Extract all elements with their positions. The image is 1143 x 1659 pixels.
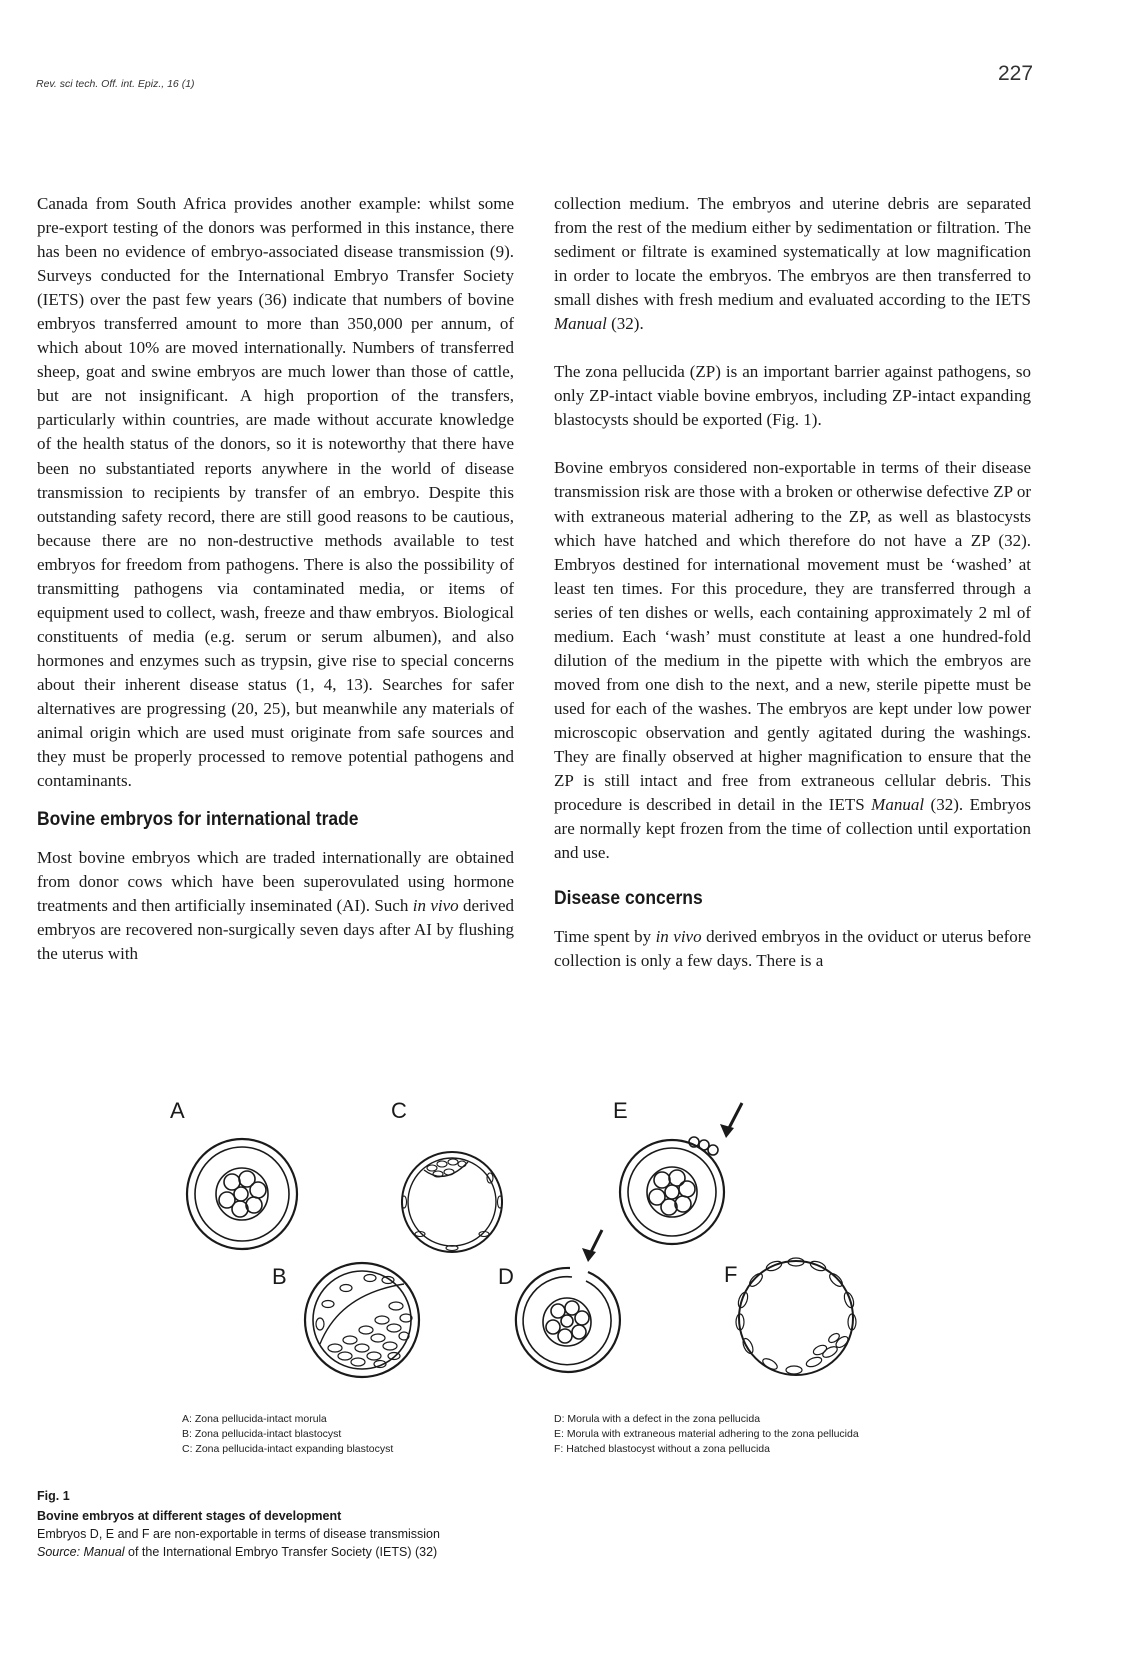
- right-paragraph-2: The zona pellucida (ZP) is an important barrier against pathogens, so only ZP-intact viable bovine embryos, including ZP-intact expanding blastocysts should be exported (Fig. 1).: [554, 362, 1031, 430]
- section-heading-bovine-embryos: Bovine embryos for international trade: [37, 809, 359, 831]
- legend-item-f: F: Hatched blastocyst without a zona pellucida: [554, 1443, 770, 1455]
- panel-label-c: C: [391, 1098, 407, 1123]
- embryo-d-defective-zp-morula: [516, 1268, 620, 1372]
- panel-label-f: F: [724, 1262, 738, 1287]
- legend-item-e: E: Morula with extraneous material adhering to the zona pellucida: [554, 1428, 859, 1440]
- right-paragraph-3: Bovine embryos considered non-exportable in terms of their disease transmission risk are those with a broken or otherwise defective ZP or with extraneous material adhering to the ZP, as well as blastocysts which have hatched and which therefore do not have a ZP (32). Embryos destined for international movement must be ‘washed’ at least ten times. For this procedure, they are transferred through a series of ten dishes or wells, each containing approximately 2 ml of medium. Each ‘wash’ must constitute at least a one hundred-fold dilution of the medium in the pipette with which the embryos are moved from one dish to the next, and a new, sterile pipette must be used for each of the washes. The embryos are kept under low power microscopic observation and gently agitated during the washings. They are finally observed at higher magnification to ensure that the ZP is still intact and free from extraneous cellular debris. This procedure is described in detail in the IETS Manual (32). Embryos are normally kept frozen from the time of collection until exportation and use.: [554, 458, 1031, 863]
- figure-source: Source: Manual of the International Embryo Transfer Society (IETS) (32): [37, 1545, 438, 1559]
- figure-description: Embryos D, E and F are non-exportable in terms of disease transmission: [37, 1527, 440, 1541]
- right-column: [554, 192, 1031, 973]
- page-number: 227: [998, 62, 1034, 85]
- left-paragraph-2: Most bovine embryos which are traded internationally are obtained from donor cows which have been superovulated using hormone treatments and then artificially inseminated (AI). Such in vivo derived embryos are recovered non-surgically seven days after AI by flushing the uterus with: [37, 848, 514, 964]
- section-heading-disease-concerns: Disease concerns: [554, 888, 703, 910]
- panel-label-a: A: [170, 1098, 185, 1123]
- figure-legend-right: [554, 1412, 859, 1457]
- figure-legend-left: [182, 1412, 393, 1457]
- legend-item-c: C: Zona pellucida-intact expanding blastocyst: [182, 1443, 394, 1455]
- panel-label-d: D: [498, 1264, 514, 1289]
- figure-title: Bovine embryos at different stages of development: [37, 1509, 342, 1523]
- figure-label: Fig. 1: [37, 1489, 70, 1503]
- arrow-icon-e: [720, 1103, 742, 1138]
- embryo-a-zp-intact-morula: [187, 1139, 297, 1249]
- embryo-b-zp-intact-blastocyst: [305, 1263, 419, 1377]
- legend-item-d: D: Morula with a defect in the zona pellucida: [554, 1413, 761, 1425]
- embryo-e-extraneous-material-morula: [620, 1137, 724, 1244]
- panel-label-b: B: [272, 1264, 287, 1289]
- right-paragraph-4: Time spent by in vivo derived embryos in the oviduct or uterus before collection is only a few days. There is a: [554, 927, 1031, 971]
- legend-item-a: A: Zona pellucida-intact morula: [182, 1413, 327, 1425]
- figure-caption: [37, 1487, 737, 1561]
- right-paragraph-1: collection medium. The embryos and uterine debris are separated from the rest of the medium either by sedimentation or filtration. The sediment or filtrate is examined systematically at low magnification in order to locate the embryos. The embryos are then transferred to small dishes with fresh medium and evaluated according to the IETS Manual (32).: [554, 194, 1031, 334]
- left-paragraph-1: Canada from South Africa provides another example: whilst some pre-export testing of the donors was performed in this instance, there has been no evidence of embryo-associated disease transmission (9). Surveys conducted for the International Embryo Transfer Society (IETS) over the past few years (36) indicate that numbers of bovine embryos transferred amount to more than 350,000 per annum, of which about 10% are moved internationally. Numbers of transferred sheep, goat and swine embryos are much lower than those of cattle, but are not insignificant. A high proportion of the transfers, particularly within countries, are made without accurate knowledge of the health status of the donors, so it is noteworthy that there have been no substantiated reports anywhere in the world of disease transmission to recipients by transfer of an embryo. Despite this outstanding safety record, there are still good reasons to be cautious, because there are no non-destructive methods available to test embryos for freedom from pathogens. There is also the possibility of transmitting pathogens via contaminated media, or items of equipment used to collect, wash, freeze and thaw embryos. Biological constituents of media (e.g. serum or serum albumen), and also hormones and enzymes such as trypsin, give rise to special concerns about their inherent disease status (1, 4, 13). Searches for safer alternatives are progressing (20, 25), but meanwhile any materials of animal origin which are used must originate from safe sources and they must be properly processed to remove potential pathogens and contaminants.: [37, 194, 514, 791]
- embryo-c-zp-intact-expanding-blastocyst: [402, 1152, 503, 1252]
- embryo-f-hatched-blastocyst: [736, 1258, 856, 1375]
- left-column: [37, 192, 514, 966]
- embryo-figure: [170, 1098, 930, 1388]
- journal-citation: Rev. sci tech. Off. int. Epiz., 16 (1): [36, 78, 195, 90]
- panel-label-e: E: [613, 1098, 628, 1123]
- legend-item-b: B: Zona pellucida-intact blastocyst: [182, 1428, 342, 1440]
- arrow-icon-d: [582, 1230, 602, 1262]
